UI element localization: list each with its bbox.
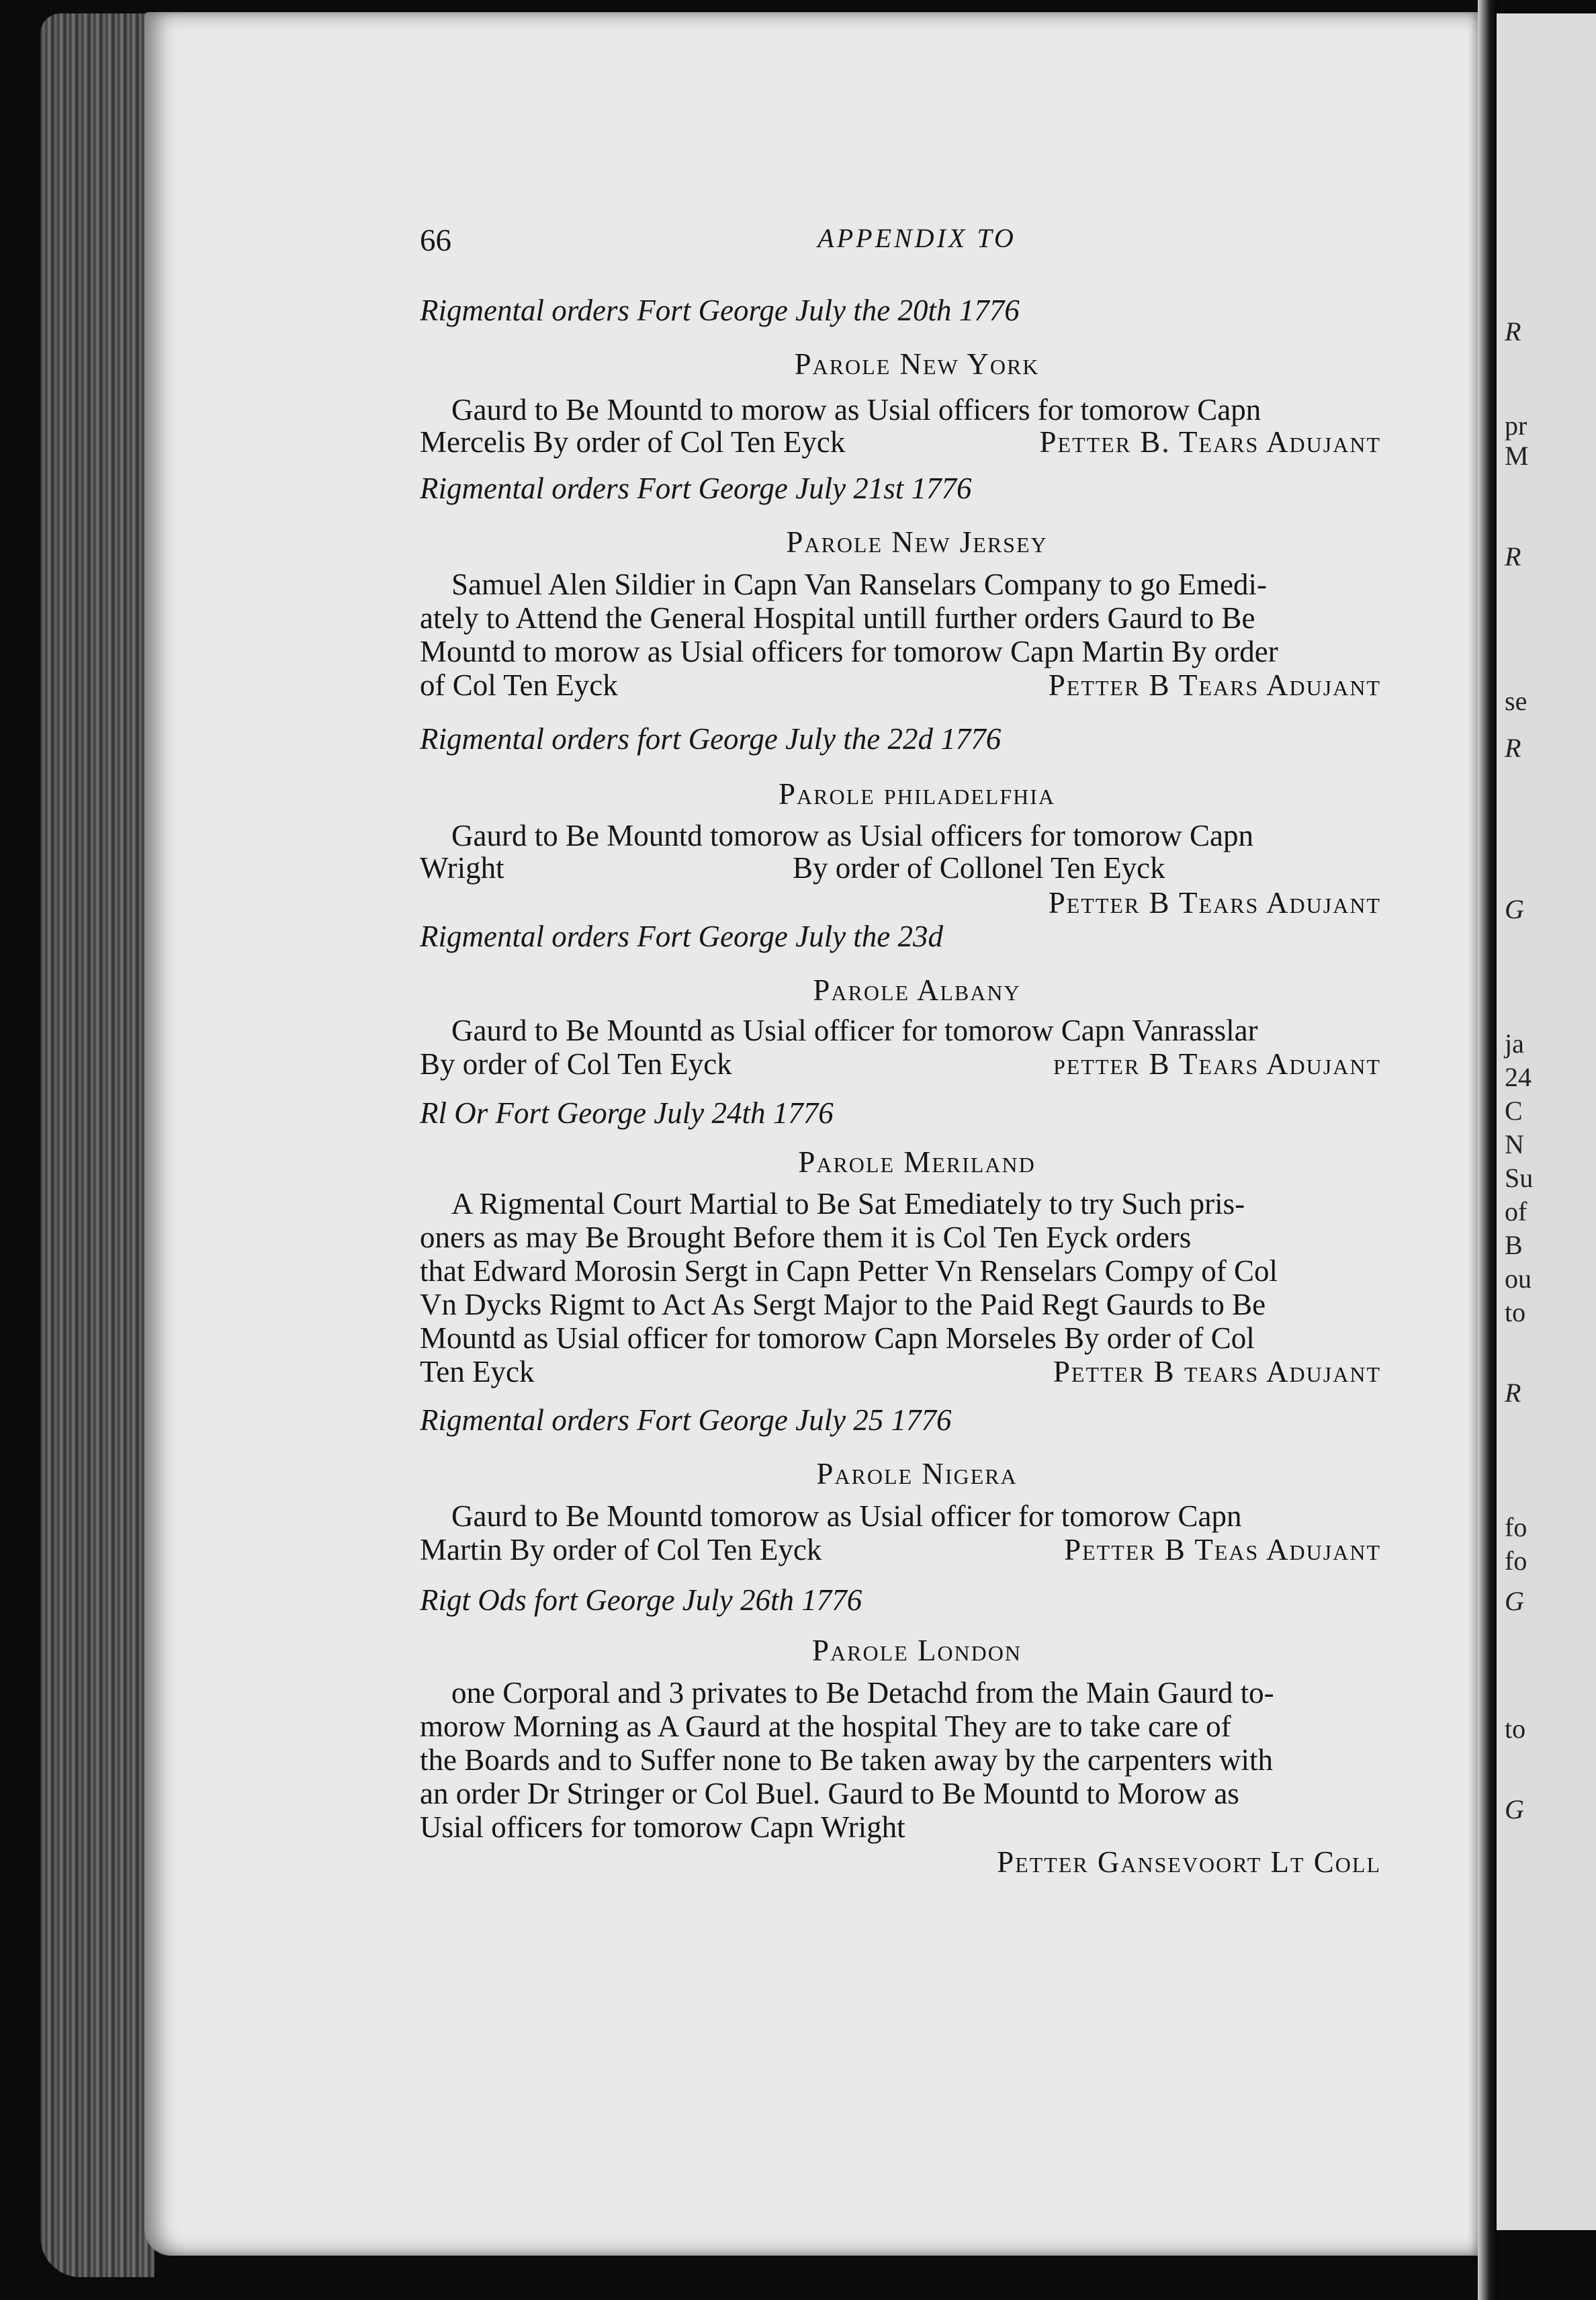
order-line: Gaurd to Be Mountd to morow as Usial officers for tomorow Capn (451, 393, 1261, 427)
order-line: Gaurd to Be Mountd tomorow as Usial officer for tomorow Capn (451, 1499, 1242, 1533)
facing-fragment: fo (1505, 1546, 1527, 1576)
facing-fragment: M (1505, 441, 1529, 471)
facing-fragment: G (1505, 1586, 1524, 1616)
parole-heading: Parole London (812, 1634, 1022, 1667)
order-line: Usial officers for tomorow Capn Wright (420, 1810, 905, 1844)
order-line: ately to Attend the General Hospital untill further orders Gaurd to Be (420, 601, 1255, 635)
order-line: Mercelis By order of Col Ten Eyck (420, 425, 846, 459)
entry-heading: Rigt Ods fort George July 26th 1776 (420, 1583, 862, 1617)
facing-fragment: G (1505, 1794, 1524, 1824)
facing-fragment: fo (1505, 1512, 1527, 1542)
order-line: one Corporal and 3 privates to Be Detachd from the Main Gaurd to- (451, 1676, 1274, 1710)
order-line: By order of Collonel Ten Eyck (793, 851, 1165, 885)
facing-fragment: se (1505, 686, 1527, 716)
adjutant-signature: Petter B Tears Adujant (1048, 886, 1381, 920)
order-line: Samuel Alen Sildier in Capn Van Ranselars Company to go Emedi- (451, 568, 1268, 601)
order-line: A Rigmental Court Martial to Be Sat Emediately to try Such pris- (451, 1187, 1245, 1221)
order-line: Mountd to morow as Usial officers for tomorow Capn Martin By order (420, 635, 1278, 668)
order-line: that Edward Morosin Sergt in Capn Petter Vn Renselars Compy of Col (420, 1254, 1278, 1288)
parole-heading: Parole New York (794, 347, 1040, 381)
facing-fragment: G (1505, 894, 1524, 924)
adjutant-signature: petter B Tears Adujant (1053, 1047, 1381, 1081)
page-number: 66 (420, 223, 451, 258)
parole-heading: Parole New Jersey (786, 525, 1048, 559)
facing-fragment: B (1505, 1230, 1523, 1260)
order-line: the Boards and to Suffer none to Be taken away by the carpenters with (420, 1743, 1274, 1777)
adjutant-signature: Petter B Teas Adujant (1064, 1533, 1381, 1566)
running-title: APPENDIX TO (817, 223, 1016, 253)
order-line: morow Morning as A Gaurd at the hospital They are to take care of (420, 1710, 1231, 1743)
book-gutter (1478, 0, 1498, 2300)
facing-fragment: R (1505, 541, 1521, 572)
facing-fragment: C (1505, 1096, 1523, 1126)
adjutant-signature: Petter B tears Adujant (1053, 1355, 1381, 1388)
adjutant-signature: Petter B. Tears Adujant (1039, 425, 1381, 459)
facing-fragment: 24 (1505, 1062, 1532, 1092)
adjutant-signature: Petter B Tears Adujant (1048, 668, 1381, 702)
entry-heading: Rigmental orders Fort George July 25 1776 (420, 1403, 952, 1437)
parole-heading: Parole Meriland (798, 1145, 1036, 1179)
order-line: Vn Dycks Rigmt to Act As Sergt Major to the Paid Regt Gaurds to Be (420, 1288, 1266, 1321)
parole-heading: Parole Nigera (816, 1457, 1018, 1491)
parole-heading: Parole Albany (813, 973, 1021, 1007)
facing-fragment: pr (1505, 410, 1527, 441)
facing-fragment: ou (1505, 1264, 1532, 1294)
facing-page-fragment (1497, 13, 1596, 2230)
order-line: By order of Col Ten Eyck (420, 1047, 732, 1081)
book-page-edges (40, 13, 154, 2277)
parole-heading: Parole philadelfhia (778, 777, 1056, 811)
order-line: Wright (420, 851, 504, 885)
entry-heading: Rigmental orders Fort George July 21st 1776 (420, 472, 972, 505)
order-line: Gaurd to Be Mountd tomorow as Usial officers for tomorow Capn (451, 819, 1253, 852)
order-line: Gaurd to Be Mountd as Usial officer for tomorow Capn Vanrasslar (451, 1014, 1258, 1047)
facing-fragment: of (1505, 1196, 1527, 1227)
entry-heading: Rigmental orders Fort George July the 20th 1776 (420, 294, 1020, 327)
order-line: of Col Ten Eyck (420, 668, 618, 702)
order-line: Mountd as Usial officer for tomorow Capn Morseles By order of Col (420, 1321, 1255, 1355)
entry-heading: Rigmental orders Fort George July the 23d (420, 920, 944, 953)
facing-fragment: to (1505, 1714, 1526, 1744)
facing-fragment: ja (1505, 1028, 1524, 1059)
facing-fragment: N (1505, 1129, 1524, 1159)
entry-heading: Rigmental orders fort George July the 22d 1776 (420, 722, 1002, 756)
facing-fragment: Su (1505, 1163, 1534, 1193)
order-line: Ten Eyck (420, 1355, 535, 1388)
order-line: an order Dr Stringer or Col Buel. Gaurd to Be Mountd to Morow as (420, 1777, 1239, 1810)
facing-fragment: R (1505, 733, 1521, 763)
commander-signature: Petter Gansevoort Lt Coll (997, 1845, 1381, 1879)
facing-fragment: R (1505, 316, 1521, 347)
facing-fragment: to (1505, 1297, 1526, 1327)
facing-fragment: R (1505, 1378, 1521, 1408)
order-line: Martin By order of Col Ten Eyck (420, 1533, 822, 1566)
entry-heading: Rl Or Fort George July 24th 1776 (420, 1096, 834, 1130)
order-line: oners as may Be Brought Before them it is Col Ten Eyck orders (420, 1221, 1192, 1254)
